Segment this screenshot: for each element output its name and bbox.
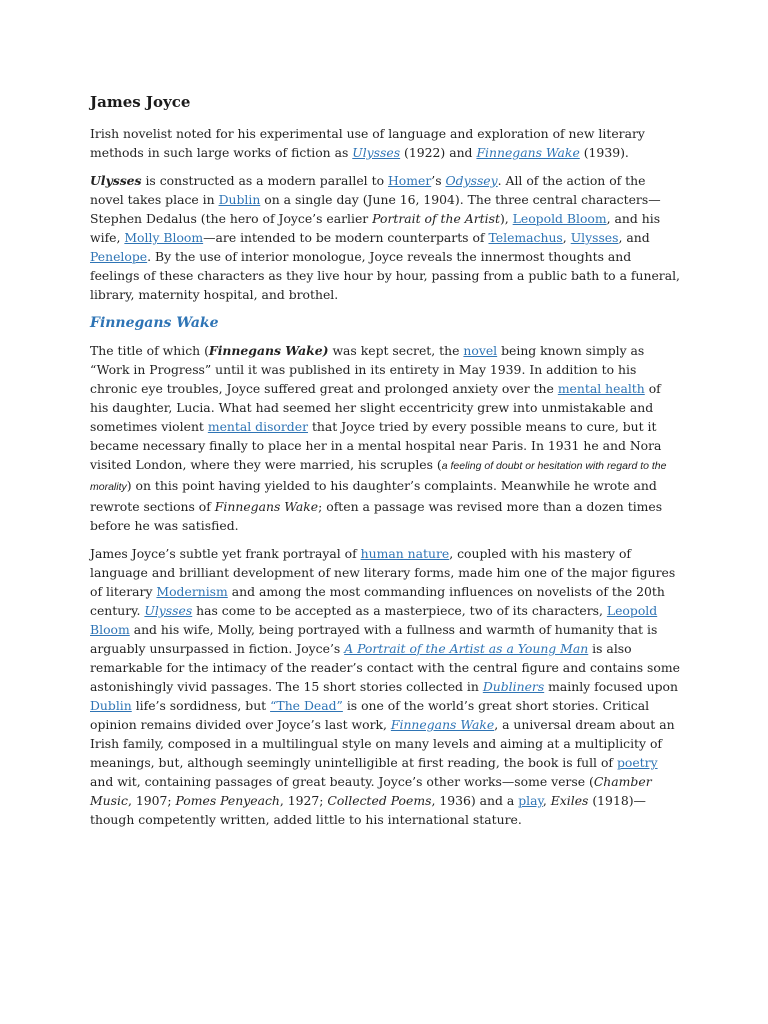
text-run: —are intended to be modern counterparts of	[203, 230, 489, 245]
link-ulysses-masterpiece[interactable]: Ulysses	[144, 603, 193, 618]
link-homer[interactable]: Homer	[387, 173, 432, 188]
document-page	[90, 92, 682, 838]
link-leopold-bloom-2[interactable]: Leopold Bloom	[90, 603, 658, 637]
ulysses-paragraph	[90, 171, 682, 304]
scruples-definition: a feeling of doubt or hesitation with regard to the morality	[90, 460, 667, 493]
italic-portrait-of-the-artist: Portrait of the Artist	[372, 211, 500, 226]
text-run: Irish novelist noted for his experimental use of language and exploration of new literary methods in such large works of fiction as	[90, 126, 645, 160]
text-run: . By the use of interior monologue, Joyce reveals the innermost thoughts and feelings of these characters as they live hour by hour, passing from a public bath to a funeral, library, maternity hospital, and brothel.	[90, 249, 680, 302]
link-penelope[interactable]: Penelope	[90, 249, 148, 264]
link-finnegans-wake[interactable]: Finnegans Wake	[476, 145, 580, 160]
link-telemachus[interactable]: Telemachus	[488, 230, 563, 245]
text-run: ) on this point having yielded to his daughter’s complaints. Meanwhile he wrote and rewrote sections of	[90, 478, 657, 514]
link-poetry[interactable]: poetry	[616, 755, 658, 770]
text-run: , 1927;	[279, 793, 328, 808]
italic-exiles: Exiles	[550, 793, 589, 808]
link-the-dead[interactable]: “The Dead”	[270, 698, 343, 713]
link-mental-health[interactable]: mental health	[557, 381, 645, 396]
text-run: mainly focused upon	[544, 679, 678, 694]
text-run: , coupled with his mastery of language and brilliant development of new literary forms, made him one of the major figures of literary	[90, 546, 676, 599]
link-novel[interactable]: novel	[463, 343, 498, 358]
page-title: James Joyce	[90, 93, 191, 111]
text-run: was kept secret, the	[328, 343, 464, 358]
text-run: and his wife, Molly, being portrayed with a fullness and warmth of humanity that is arguably unsurpassed in fiction. Joyce’s	[90, 622, 658, 656]
link-dublin-2[interactable]: Dublin	[90, 698, 132, 713]
link-odyssey[interactable]: Odyssey	[445, 173, 498, 188]
text-run: is constructed as a modern parallel to	[141, 173, 388, 188]
text-run: being known simply as “Work in Progress” until it was published in its entirety in May 1939. In addition to his chronic eye troubles, Joyce suffered great and prolonged anxiety over the	[90, 343, 645, 396]
text-run: of his daughter, Lucia. What had seemed her slight eccentricity grew into unmistakable and sometimes violent	[90, 381, 661, 434]
link-ulysses-character[interactable]: Ulysses	[570, 230, 619, 245]
bold-italic-finnegans-wake: Finnegans Wake)	[208, 343, 329, 358]
text-run: , and his wife,	[90, 211, 661, 245]
text-run: and wit, containing passages of great beauty. Joyce’s other works—some verse (	[90, 774, 594, 789]
text-run: , a universal dream about an Irish family, composed in a multilingual style on many levels and aiming at a multiplicity of meanings, but, although seemingly unintelligible at first reading, the book is full of	[90, 717, 675, 770]
text-run: (1918)—though competently written, added little to his international stature.	[90, 793, 646, 827]
text-run: , and	[618, 230, 650, 245]
link-portrait-of-the-artist[interactable]: A Portrait of the Artist as a Young Man	[344, 641, 589, 656]
link-human-nature[interactable]: human nature	[360, 546, 450, 561]
legacy-paragraph	[90, 544, 682, 829]
text-run: ’s	[431, 173, 446, 188]
bold-title-ulysses: Ulysses	[90, 173, 142, 188]
link-ulysses[interactable]: Ulysses	[352, 145, 401, 160]
text-run: ,	[542, 793, 551, 808]
text-run: , 1936) and a	[431, 793, 519, 808]
link-dubliners[interactable]: Dubliners	[482, 679, 545, 694]
italic-finnegans-wake: Finnegans Wake	[214, 499, 319, 514]
link-dublin[interactable]: Dublin	[218, 192, 261, 207]
text-run: ; often a passage was revised more than a dozen times before he was satisfied.	[90, 499, 663, 533]
text-run: (1939).	[579, 145, 629, 160]
text-run: , 1907;	[127, 793, 176, 808]
text-run: has come to be accepted as a masterpiece, two of its characters,	[192, 603, 607, 618]
link-modernism[interactable]: Modernism	[156, 584, 228, 599]
text-run: and among the most commanding influences on novelists of the 20th century.	[90, 584, 665, 618]
link-finnegans-wake-2[interactable]: Finnegans Wake	[390, 717, 495, 732]
text-run: The title of which (	[90, 343, 209, 358]
link-play[interactable]: play	[518, 793, 543, 808]
text-run: James Joyce’s subtle yet frank portrayal of	[90, 546, 361, 561]
text-run: ),	[499, 211, 513, 226]
text-run: on a single day (June 16, 1904). The three central characters—Stephen Dedalus (the hero of Joyce’s earlier	[90, 192, 661, 226]
text-run: . All of the action of the novel takes place in	[90, 173, 646, 207]
text-run: is one of the world’s great short stories. Critical opinion remains divided over Joyce’s last work,	[90, 698, 650, 732]
text-run: (1922) and	[400, 145, 477, 160]
text-run: ,	[562, 230, 571, 245]
finnegans-wake-paragraph	[90, 341, 682, 535]
link-mental-disorder[interactable]: mental disorder	[207, 419, 308, 434]
italic-collected-poems: Collected Poems	[327, 793, 432, 808]
link-molly-bloom[interactable]: Molly Bloom	[124, 230, 204, 245]
text-run: is also remarkable for the intimacy of the reader’s contact with the central figure and contains some astonishingly vivid passages. The 15 short stories collected in	[90, 641, 680, 694]
section-heading-finnegans-wake: Finnegans Wake	[90, 315, 219, 331]
italic-pomes-penyeach: Pomes Penyeach	[175, 793, 280, 808]
text-run: life’s sordidness, but	[131, 698, 271, 713]
text-run: that Joyce tried by every possible means to cure, but it became necessary finally to place her in a mental hospital near Paris. In 1931 he and Nora visited London, where they were married, his scruples (	[90, 419, 662, 472]
link-leopold-bloom[interactable]: Leopold Bloom	[512, 211, 607, 226]
italic-chamber-music: Chamber Music	[90, 774, 652, 808]
intro-paragraph	[90, 124, 682, 162]
